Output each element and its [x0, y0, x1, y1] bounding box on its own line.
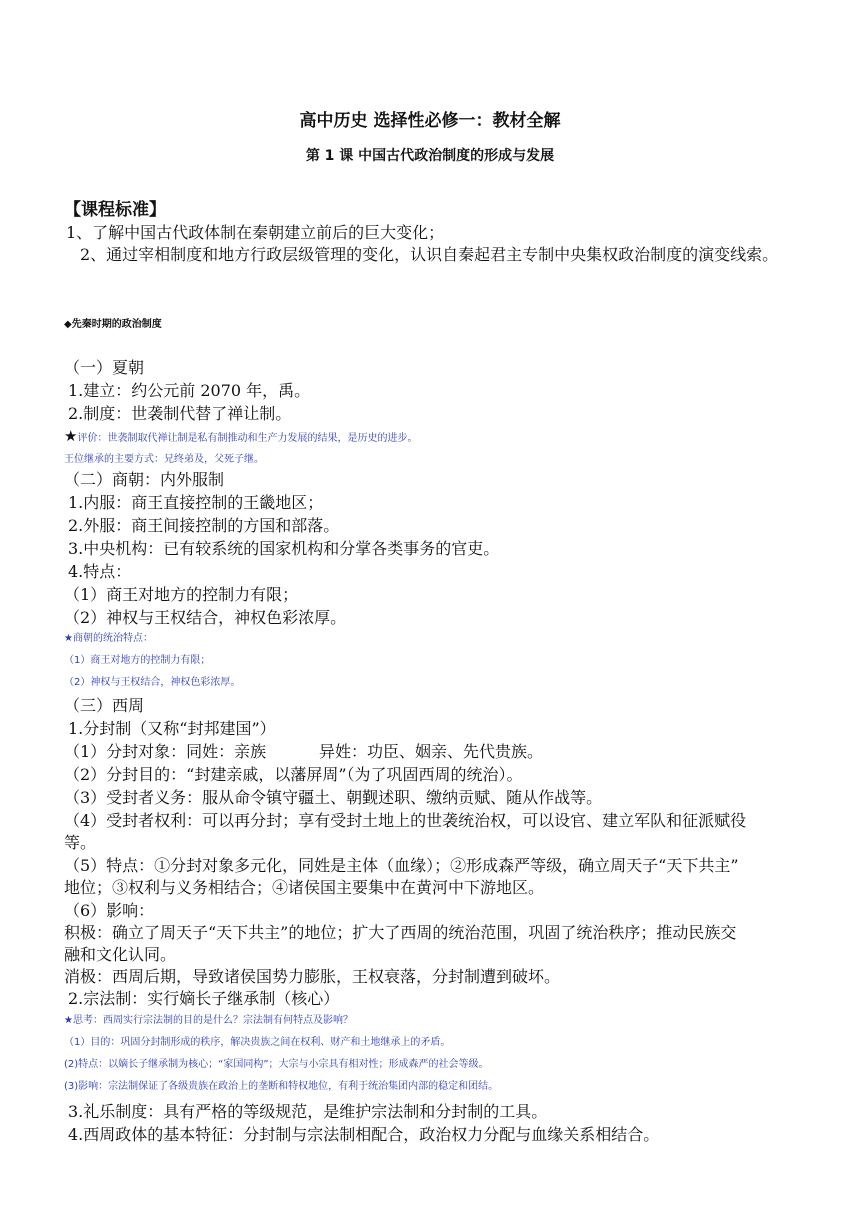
zhou-line-6b: 地位；③权利与义务相结合；④诸侯国主要集中在黄河中下游地区。	[64, 878, 545, 897]
zhou-heading: （三）西周	[64, 696, 145, 715]
shang-line-4: 4.特点：	[68, 562, 132, 581]
zhou-line-10: 2.宗法制：实行嫡长子继承制（核心）	[68, 989, 340, 1008]
zhou-line-1: 1.分封制（又称“封邦建国”）	[68, 719, 276, 738]
zhou-note-4: (3)影响：宗法制保证了各级贵族在政治上的垄断和特权地位，有利于统治集团内部的稳定和团结。	[64, 1081, 499, 1092]
zhou-line-11: 3.礼乐制度：具有严格的等级规范，是维护宗法制和分封制的工具。	[68, 1102, 548, 1121]
lesson-subtitle: 第 1 课 中国古代政治制度的形成与发展	[305, 148, 555, 164]
zhou-line-6a: （5）特点：①分封对象多元化，同姓是主体（血缘）；②形成森严等级，确立周天子“天下共主”	[64, 856, 739, 875]
zhou-line-7: （6）影响：	[64, 901, 155, 920]
page-title: 高中历史 选择性必修一：教材全解	[299, 111, 561, 131]
zhou-line-8b: 融和文化认同。	[64, 945, 177, 964]
xia-heading: （一）夏朝	[64, 358, 145, 377]
zhou-line-3: （2）分封目的：“封建亲戚，以藩屏周”（为了巩固西周的统治）。	[64, 765, 523, 784]
xia-note-1-text: 评价：世袭制取代禅让制是私有制推动和生产力发展的结果，是历史的进步。	[77, 433, 418, 444]
shang-note-1: ★商朝的统治特点：	[64, 633, 153, 644]
section-heading-pre-qin: ◆先秦时期的政治制度	[64, 319, 162, 330]
shang-note-2: （1）商王对地方的控制力有限；	[64, 655, 211, 666]
zhou-note-2: （1）目的：巩固分封制形成的秩序，解决贵族之间在权利、财产和土地继承上的矛盾。	[64, 1037, 451, 1048]
standard-item-2: 2、通过宰相制度和地方行政层级管理的变化，认识自秦起君主专制中央集权政治制度的演变线索。	[80, 245, 779, 264]
zhou-note-1: ★思考：西周实行宗法制的目的是什么？宗法制有何特点及影响？	[64, 1015, 353, 1026]
xia-line-1: 1.建立：约公元前 2070 年，禹。	[68, 381, 311, 400]
shang-line-5: （1）商王对地方的控制力有限；	[64, 585, 299, 604]
xia-note-1	[64, 425, 417, 447]
zhou-line-8a: 积极：确立了周天子“天下共主”的地位；扩大了西周的统治范围，巩固了统治秩序；推动民族交	[64, 923, 737, 942]
shang-line-6: （2）神权与王权结合，神权色彩浓厚。	[64, 608, 347, 627]
standard-item-1: 1、了解中国古代政体制在秦朝建立前后的巨大变化；	[66, 223, 445, 242]
zhou-line-12: 4.西周政体的基本特征：分封制与宗法制相配合，政治权力分配与血缘关系相结合。	[68, 1125, 660, 1144]
zhou-note-3: (2)特点：以嫡长子继承制为核心；“家国同构”；大宗与小宗具有相对性；形成森严的社会等级。	[64, 1059, 489, 1070]
zhou-line-2a: （1）分封对象：同姓：亲族	[64, 742, 267, 761]
zhou-line-5b: 等。	[64, 833, 97, 852]
star-icon: ★	[64, 427, 78, 445]
zhou-line-4: （3）受封者义务：服从命令镇守疆土、朝觐述职、缴纳贡赋、随从作战等。	[64, 788, 603, 807]
shang-line-2: 2.外服：商王间接控制的方国和部落。	[68, 516, 340, 535]
standard-heading: 【课程标准】	[64, 200, 166, 220]
shang-line-3: 3.中央机构：已有较系统的国家机构和分掌各类事务的官吏。	[68, 539, 500, 558]
xia-note-2: 王位继承的主要方式：兄终弟及，父死子继。	[64, 454, 264, 465]
zhou-line-2b: 异姓：功臣、姻亲、先代贵族。	[319, 742, 544, 761]
zhou-line-9: 消极：西周后期，导致诸侯国势力膨胀，王权衰落，分封制遭到破坏。	[64, 967, 561, 986]
xia-line-2: 2.制度：世袭制代替了禅让制。	[68, 404, 292, 423]
shang-line-1: 1.内服：商王直接控制的王畿地区；	[68, 493, 324, 512]
shang-note-3: （2）神权与王权结合，神权色彩浓厚。	[64, 677, 241, 688]
shang-heading: （二）商朝：内外服制	[64, 470, 225, 489]
zhou-line-5a: （4）受封者权利：可以再分封；享有受封土地上的世袭统治权，可以设官、建立军队和征派赋役	[64, 811, 747, 830]
